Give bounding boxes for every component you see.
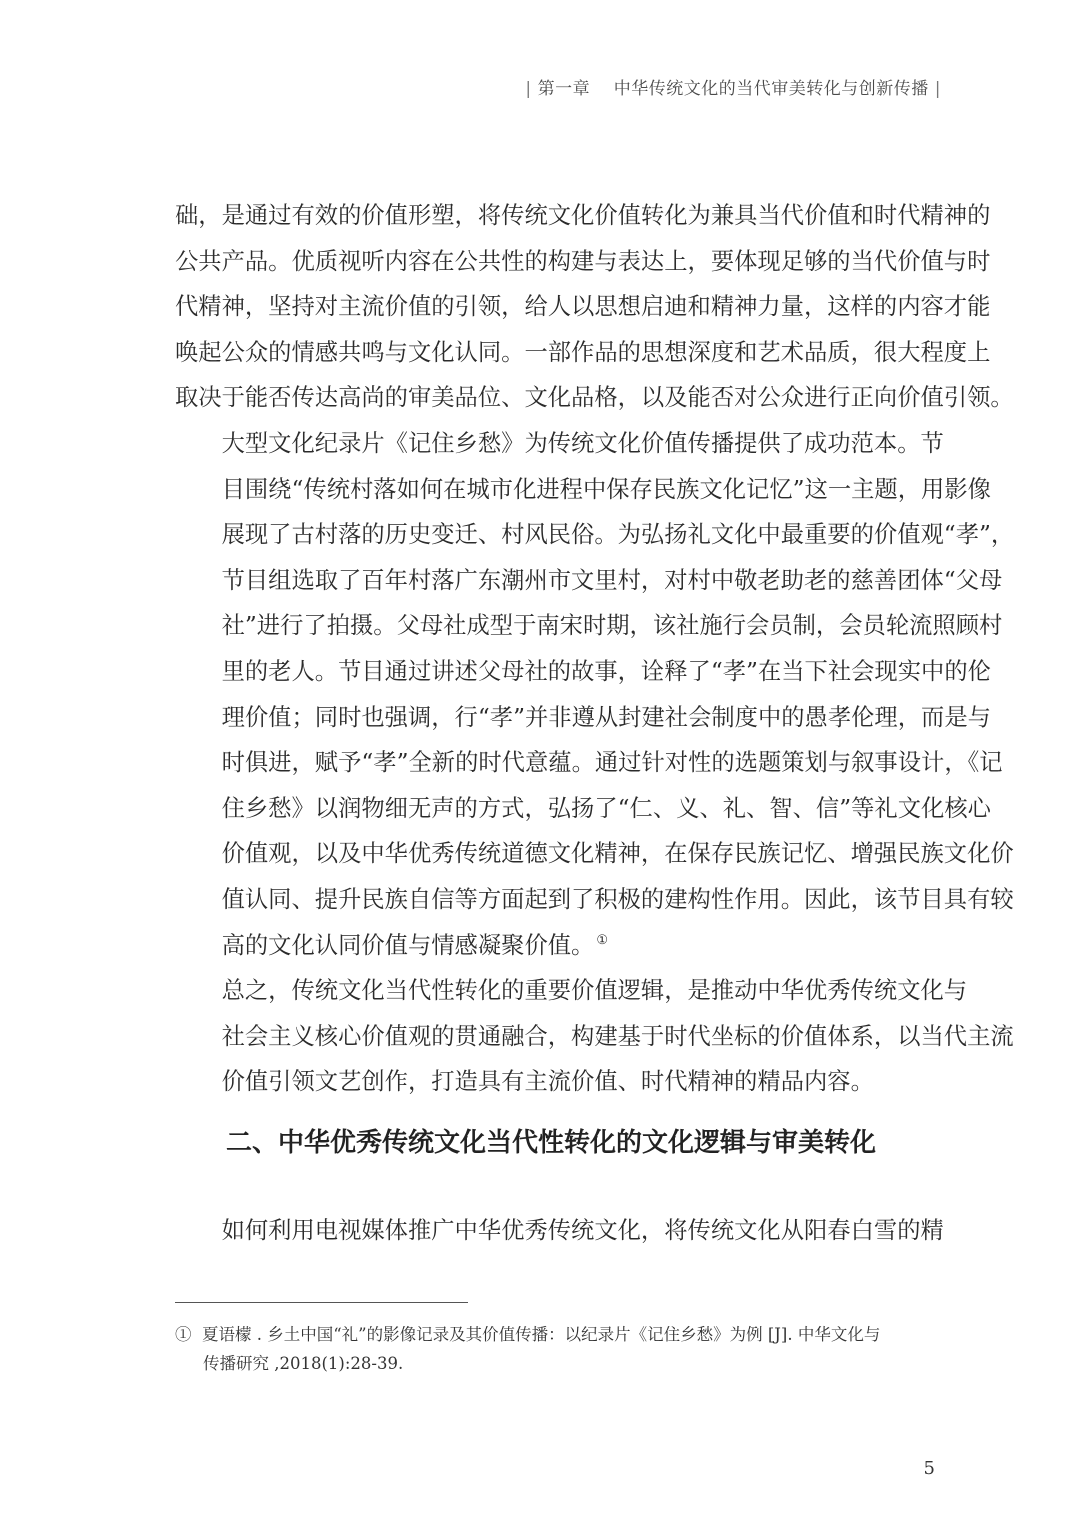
- text-line: 唤起公众的情感共鸣与文化认同。一部作品的思想深度和艺术品质，很大程度上: [175, 338, 991, 366]
- text-line: 时俱进，赋予“孝”全新的时代意蕴。通过针对性的选题策划与叙事设计，《记: [221, 749, 1003, 777]
- text-line: 代精神，坚持对主流价值的引领，给人以思想启迪和精神力量，这样的内容才能: [175, 293, 991, 321]
- footnote-marker: ①: [175, 1325, 192, 1344]
- footnote-line-2: 传播研究 ,2018(1):28-39.: [203, 1354, 404, 1373]
- header-divider-right: |: [934, 79, 941, 99]
- footnote: [175, 1320, 937, 1378]
- text-line: 大型文化纪录片《记住乡愁》为传统文化价值传播提供了成功范本。节: [221, 429, 944, 457]
- paragraph-1: [175, 193, 1014, 421]
- paragraph-after-heading: [175, 1208, 944, 1254]
- text-line: 里的老人。节目通过讲述父母社的故事，诠释了“孝”在当下社会现实中的伦: [221, 657, 991, 685]
- text-line: 如何利用电视媒体推广中华优秀传统文化，将传统文化从阳春白雪的精: [221, 1217, 944, 1244]
- text-line: 总之，传统文化当代性转化的重要价值逻辑，是推动中华优秀传统文化与: [221, 977, 968, 1005]
- text-line: [175, 923, 935, 969]
- paragraph-3: [175, 968, 1014, 1105]
- footnote-divider: [175, 1302, 468, 1303]
- paragraph-2: [175, 421, 1015, 968]
- text-line: 公共产品。优质视听内容在公共性的构建与表达上，要体现足够的当代价值与时: [175, 247, 991, 275]
- text-line: 住乡愁》以润物细无声的方式，弘扬了“仁、义、礼、智、信”等礼文化核心: [221, 794, 991, 822]
- section-heading: 二、中华优秀传统文化当代性转化的文化逻辑与审美转化: [226, 1128, 877, 1158]
- footnote-text: 夏语檬 . 乡土中国“礼”的影像记录及其价值传播：以纪录片《记住乡愁》为例 [J]. 中华文化与: [202, 1325, 881, 1344]
- text-line: 值认同、提升民族自信等方面起到了积极的建构性作用。因此，该节目具有较: [221, 885, 1014, 913]
- text-line-content: 高的文化认同价值与情感凝聚价值。: [221, 931, 595, 959]
- text-line: 取决于能否传达高尚的审美品位、文化品格，以及能否对公众进行正向价值引领。: [175, 384, 1014, 412]
- header-chapter: 第一章: [537, 79, 591, 99]
- header-chapter-title: 中华传统文化的当代审美转化与创新传播: [613, 79, 929, 99]
- running-header: [519, 74, 947, 99]
- text-line: 价值观，以及中华优秀传统道德文化精神，在保存民族记忆、增强民族文化价: [221, 840, 1014, 868]
- body-text: [175, 193, 1015, 1105]
- text-line: 理价值；同时也强调，行“孝”并非遵从封建社会制度中的愚孝伦理，而是与: [221, 703, 991, 731]
- text-line: 社会主义核心价值观的贯通融合，构建基于时代坐标的价值体系，以当代主流: [221, 1022, 1014, 1050]
- footnote-reference[interactable]: ①: [596, 932, 608, 948]
- header-divider-left: |: [525, 79, 532, 99]
- text-line: 目围绕“传统村落如何在城市化进程中保存民族文化记忆”这一主题，用影像: [221, 475, 991, 503]
- text-line: 价值引领文艺创作，打造具有主流价值、时代精神的精品内容。: [221, 1068, 874, 1096]
- text-line: 展现了古村落的历史变迁、村风民俗。为弘扬礼文化中最重要的价值观“孝”，: [221, 521, 1015, 549]
- text-line: 节目组选取了百年村落广东潮州市文里村，对村中敬老助老的慈善团体“父母: [221, 566, 1003, 594]
- footnote-line-1: [175, 1320, 937, 1349]
- page-number: 5: [923, 1458, 935, 1479]
- text-line: 础，是通过有效的价值形塑，将传统文化价值转化为兼具当代价值和时代精神的: [175, 202, 991, 229]
- text-line: 社”进行了拍摄。父母社成型于南宋时期，该社施行会员制，会员轮流照顾村: [221, 612, 1003, 640]
